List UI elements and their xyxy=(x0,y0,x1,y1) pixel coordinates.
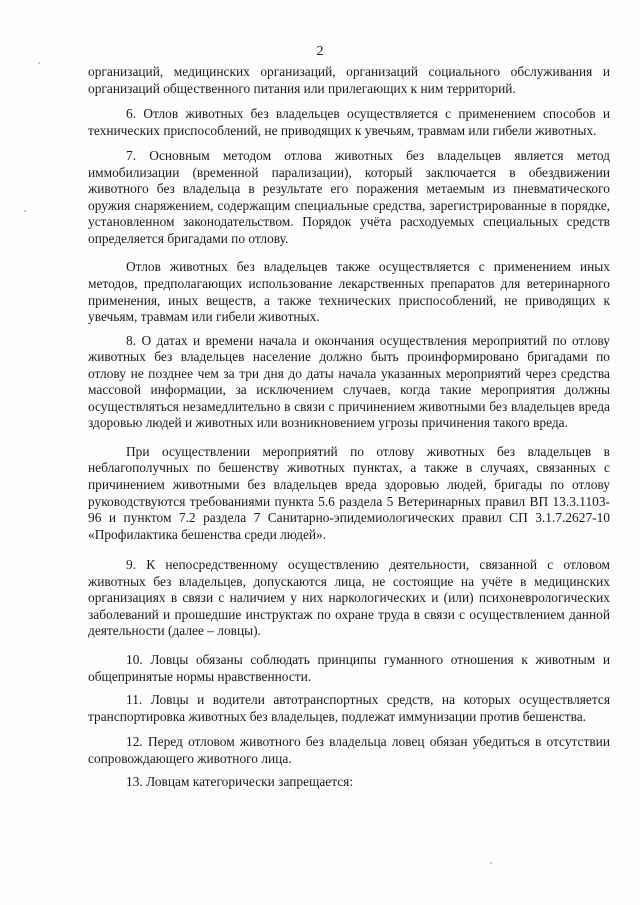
paragraph-13: 13. Ловцам категорически запрещается: xyxy=(126,774,354,790)
paragraph-11: 11. Ловцы и водители автотранспортных средств, на которых осуществляется транспортировка животных без владельцев, подлежат иммунизации против бешенства. xyxy=(88,692,610,724)
paragraph-6: 6. Отлов животных без владельцев осуществляется с применением способов и технических приспособлений, не приводящих к увечьям, травмам или гибели животных. xyxy=(88,106,610,138)
scan-speck xyxy=(490,862,492,864)
paragraph-7: 7. Основным методом отлова животных без владельцев является метод иммобилизации (временной парализации), который заключается в обездвижении животного без владельца в результате его поражения метаемым из пневматического оружия снаряжением, содержащим специальные средства, зарегистрированные в порядке, установленном законодательством. Порядок учёта расходуемых специальных средств определяется бригадами по отлову. xyxy=(88,148,610,246)
document-body xyxy=(88,64,610,864)
scan-speck xyxy=(38,62,40,64)
paragraph-8: 8. О датах и времени начала и окончания осуществления мероприятий по отлову животных без владельцев население должно быть проинформировано бригадами по отлову не позднее чем за три дня до даты начала указанных мероприятий через средства массовой информации, за исключением случаев, когда такие мероприятия должны осуществляться незамедлительно в связи с причинением животными без владельцев вреда здоровью людей и животных или возникновением угрозы причинения такого вреда. xyxy=(88,332,610,431)
paragraph-10: 10. Ловцы обязаны соблюдать принципы гуманного отношения к животным и общепринятые нормы нравственности. xyxy=(88,651,610,684)
paragraph-9: 9. К непосредственному осуществлению деятельности, связанной с отловом животных без владельцев, допускаются лица, не состоящие на учёте в медицинских организациях в связи с наличием у них наркологических и (или) психоневрологических заболеваний и прошедшие инструктаж по охране труда в связи с осуществлением данной деятельности (далее – ловцы). xyxy=(88,557,610,639)
paragraph-continuation: организаций, медицинских организаций, организаций социального обслуживания и организаций общественного питания или прилегающих к ним территорий. xyxy=(88,64,610,96)
paragraph-7-continuation: Отлов животных без владельцев также осуществляется с применением иных методов, предполагающих использование лекарственных препаратов для ветеринарного применения, иных веществ, а также технических приспособлений, не приводящих к увечьям, травмам или гибели животных. xyxy=(88,259,610,325)
page-number: 2 xyxy=(316,44,324,59)
paragraph-8-continuation: При осуществлении мероприятий по отлову животных без владельцев в неблагополучных по бешенству животных пунктах, а также в случаях, связанных с причинением животными без владельцев вреда здоровью людей, бригады по отлову руководствуются требованиями пункта 5.6 раздела 5 Ветеринарных правил ВП 13.3.1103-96 и пунктом 7.2 раздела 7 Санитарно-эпидемиологических правил СП 3.1.7.2627-10 «Профилактика бешенства среди людей». xyxy=(88,443,610,542)
scan-speck xyxy=(24,210,26,212)
paragraph-12: 12. Перед отловом животного без владельца ловец обязан убедиться в отсутствии сопровождающего животного лица. xyxy=(88,734,610,766)
